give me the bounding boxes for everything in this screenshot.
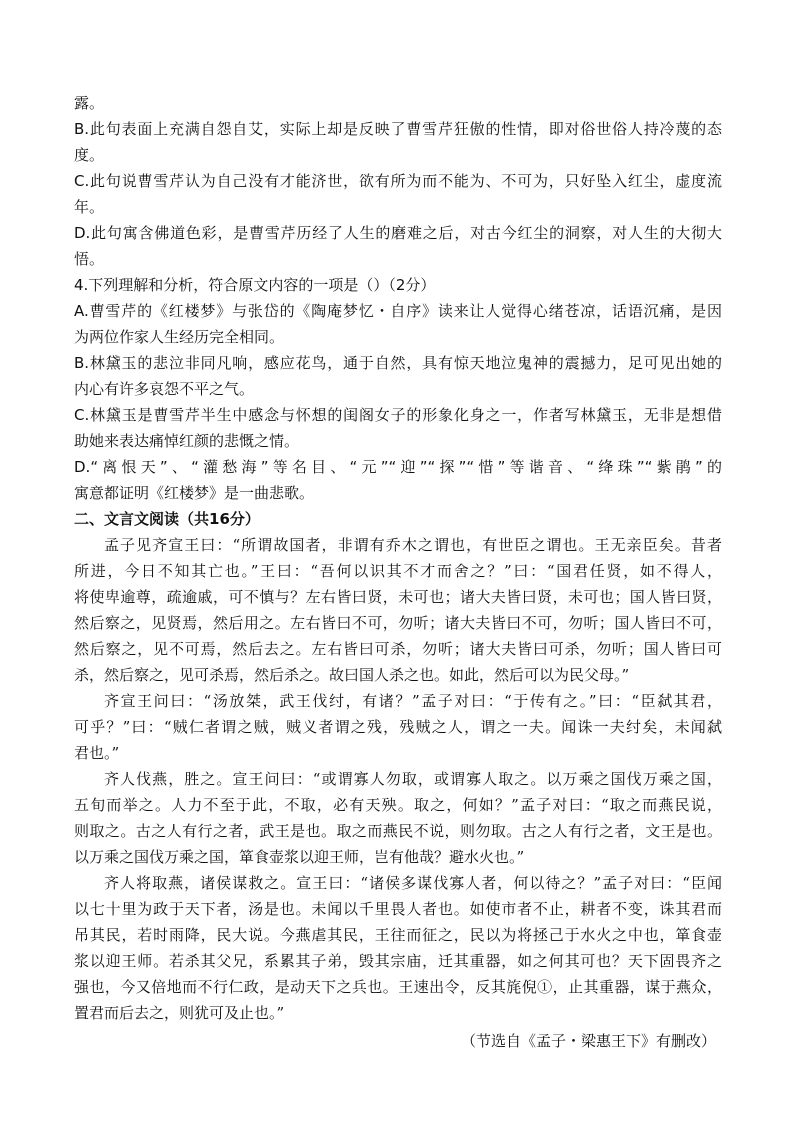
- q4-option-d-line2: 寓意都证明《红楼梦》是一曲悲歌。: [74, 484, 315, 502]
- passage-line: 齐人伐燕，胜之。宣王问曰：“或谓寡人勿取，或谓寡人取之。以万乘之国伐万乘之国，: [104, 770, 722, 788]
- passage-paragraph-4: [74, 870, 722, 1026]
- passage-line: 将使卑逾尊，疏逾戚，可不慎与？左右皆曰贤，未可也；诸大夫皆曰贤，未可也；国人皆曰贤，: [74, 588, 722, 606]
- passage-line: 置君而后去之，则犹可及止也。”: [74, 1004, 285, 1022]
- passage-line: 齐宣王问曰：“汤放桀，武王伐纣，有诸？”孟子对曰：“于传有之。”曰：“臣弑其君，: [104, 692, 722, 710]
- q4-option-d-line1: D.“离恨天”、“灌愁海”等名目、“元”“迎”“探”“惜”等谐音、“绛珠”“紫鹃”的: [74, 458, 722, 476]
- question-4: [74, 272, 722, 506]
- option-b-line1: B.此句表面上充满自怨自艾，实际上却是反映了曹雪芹狂傲的性情，即对俗世俗人持冷蔑的态: [74, 120, 722, 138]
- q4-option-c-line2: 助她来表达痛悼红颜的悲慨之情。: [74, 432, 300, 450]
- q4-option-b-line1: B.林黛玉的悲泣非同凡响，感应花鸟，通于自然，具有惊天地泣鬼神的震撼力，足可见出她的: [74, 354, 722, 372]
- q4-option-c-line1: C.林黛玉是曹雪芹半生中感念与怀想的闺阁女子的形象化身之一，作者写林黛玉，无非是想借: [74, 406, 722, 424]
- passage-paragraph-2: [74, 688, 722, 766]
- passage-paragraph-1: [74, 532, 722, 688]
- passage-source: （节选自《孟子・梁惠王下》有删改）: [460, 1032, 716, 1050]
- option-c-line2: 年。: [74, 198, 105, 216]
- question-4-stem: 4.下列理解和分析，符合原文内容的一项是（）（2分）: [74, 276, 436, 294]
- option-b-line2: 度。: [74, 146, 105, 164]
- option-d-line1: D.此句寓含佛道色彩，是曹雪芹历经了人生的磨难之后，对古今红尘的洞察，对人生的大彻大: [74, 224, 722, 242]
- passage-line: 齐人将取燕，诸侯谋救之。宣王曰：“诸侯多谋伐寡人者，何以待之？”孟子对曰：“臣闻: [104, 874, 722, 892]
- passage-line: 五旬而举之。人力不至于此，不取，必有天殃。取之，何如？”孟子对曰：“取之而燕民说，: [74, 796, 722, 814]
- option-a-tail: 露。: [74, 94, 105, 112]
- question-3-options: [74, 90, 722, 272]
- passage-line: 孟子见齐宣王曰：“所谓故国者，非谓有乔木之谓也，有世臣之谓也。王无亲臣矣。昔者: [104, 536, 722, 554]
- passage-line: 可乎？”曰：“贼仁者谓之贼，贼义者谓之残，残贼之人，谓之一夫。闻诛一夫纣矣，未闻弑: [74, 718, 722, 736]
- passage-paragraph-3: [74, 766, 722, 870]
- passage-line: 以七十里为政于天下者，汤是也。未闻以千里畏人者也。如使市者不止，耕者不变，诛其君而: [74, 900, 722, 918]
- section-2-heading: 二、文言文阅读（共16分）: [74, 510, 260, 528]
- q4-option-a-line1: A.曹雪芹的《红楼梦》与张岱的《陶庵梦忆・自序》读来让人觉得心绪苍凉，话语沉痛，是因: [74, 302, 722, 320]
- passage-line: 杀，然后察之，见可杀焉，然后杀之。故曰国人杀之也。如此，然后可以为民父母。”: [74, 666, 630, 684]
- passage-line: 君也。”: [74, 744, 120, 762]
- option-c-line1: C.此句说曹雪芹认为自己没有才能济世，欲有所为而不能为、不可为，只好坠入红尘，虚度流: [74, 172, 722, 190]
- classical-passage: [74, 532, 722, 1026]
- passage-line: 强也，今又倍地而不行仁政，是动天下之兵也。王速出令，反其旄倪①，止其重器，谋于燕众，: [74, 978, 722, 996]
- passage-line: 吊其民，若时雨降，民大说。今燕虐其民，王往而征之，民以为将拯己于水火之中也，箪食壶: [74, 926, 722, 944]
- q4-option-a-line2: 为两位作家人生经历完全相同。: [74, 328, 285, 346]
- exam-page: [74, 90, 722, 1069]
- passage-line: 浆以迎王师。若杀其父兄，系累其子弟，毁其宗庙，迁其重器，如之何其可也？天下固畏齐之: [74, 952, 722, 970]
- passage-line: 以万乘之国伐万乘之国，箪食壶浆以迎王师，岂有他哉？避水火也。”: [74, 848, 525, 866]
- option-d-line2: 悟。: [74, 250, 105, 268]
- q4-option-b-line2: 内心有许多哀怨不平之气。: [74, 380, 255, 398]
- passage-line: 则取之。古之人有行之者，武王是也。取之而燕民不说，则勿取。古之人有行之者，文王是也。: [74, 822, 722, 840]
- passage-line: 然后察之，见不可焉，然后去之。左右皆曰可杀，勿听；诸大夫皆曰可杀，勿听；国人皆曰可: [74, 640, 722, 658]
- passage-line: 所进，今日不知其亡也。”王曰：“吾何以识其不才而舍之？”曰：“国君任贤，如不得人，: [74, 562, 722, 580]
- passage-line: 然后察之，见贤焉，然后用之。左右皆曰不可，勿听；诸大夫皆曰不可，勿听；国人皆曰不可，: [74, 614, 722, 632]
